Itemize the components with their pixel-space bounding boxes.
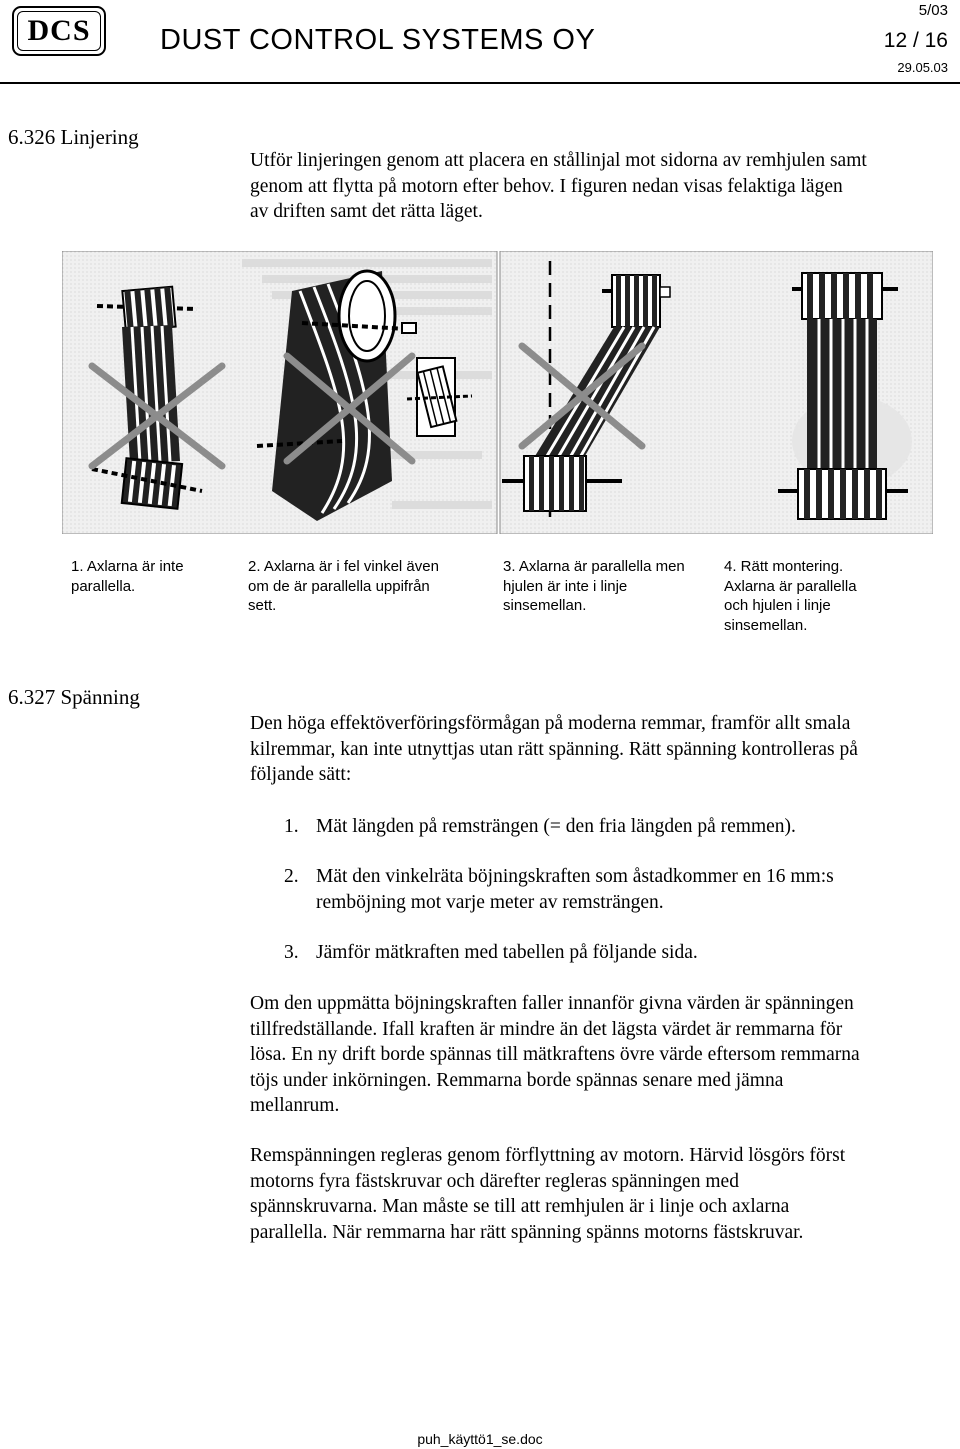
text-line: mellanrum. [250,1095,340,1116]
text-line: Den höga effektöverföringsförmågan på moderna remmar, framför allt smala [250,713,851,734]
text-line: Remspänningen regleras genom förflyttning av motorn. Härvid lösgörs först [250,1145,846,1166]
spanning-paragraph-2 [250,991,950,1119]
header-rule [0,82,960,84]
footer-filename: puh_käyttö1_se.doc [417,1431,543,1447]
caption-4: 4. Rätt montering. Axlarna är parallella och hjulen i linje sinsemellan. [724,558,857,634]
linjering-paragraph [250,148,950,225]
text-line: töjs under inkörningen. Remmarna borde spännas senare med jämna [250,1069,784,1091]
company-name: DUST CONTROL SYSTEMS OY [160,24,596,56]
caption-3: 3. Axlarna är parallella men hjulen är inte i linje sinsemellan. [503,558,685,614]
section-title-linjering: 6.326 Linjering [8,125,139,149]
spanning-paragraph-3 [250,1143,950,1245]
text-line: lösa. En ny drift borde spännas till mätkraftens övre värde eftersom remmarna [250,1044,860,1065]
section-title-spanning: 6.327 Spänning [8,685,140,709]
alignment-figure [62,251,933,534]
text-line: av driften samt det rätta läget. [250,201,483,222]
step-number: 3. [284,942,299,963]
step-text: Mät den vinkelräta böjningskraften som åstadkommer en 16 mm:s remböjning mot varje meter av remsträngen. [316,866,834,913]
document-date: 29.05.03 [897,60,948,75]
text-line: genom att flytta på motorn efter behov. I figuren nedan visas felaktiga lägen [250,175,843,197]
caption-1: 1. Axlarna är inte parallella. [71,558,184,595]
step-number: 2. [284,866,299,887]
spanning-intro [250,711,950,788]
document-code: 5/03 [918,2,948,19]
step-number: 1. [284,816,299,837]
text-line: motorns fyra fästskruvar och därefter regleras spänningen med [250,1170,739,1192]
step-text: Mät längden på remsträngen (= den fria längden på remmen). [316,816,796,837]
text-line: Om den uppmätta böjningskraften faller innanför givna värden är spänningen [250,993,854,1014]
text-line: följande sätt: [250,764,352,785]
step-text: Jämför mätkraften med tabellen på följande sida. [316,942,698,963]
text-line: kilremmar, kan inte utnyttjas utan rätt spänning. Rätt spänning kontrolleras på [250,738,858,760]
caption-2: 2. Axlarna är i fel vinkel även om de är parallella uppifrån sett. [248,558,439,614]
text-line: tillfredställande. Ifall kraften är mindre än det lägsta värdet är remmarna för [250,1018,843,1040]
text-line: spännskruvarna. Man måste se till att remhjulen är i linje och axlarna [250,1196,790,1217]
text-line: parallella. När remmarna har rätt spänning spänns motorns fästskruvar. [250,1221,804,1243]
logo-text: DCS [17,11,101,51]
page-number: 12 / 16 [883,29,948,52]
text-line: Utför linjeringen genom att placera en stållinjal mot sidorna av remhjulen samt [250,150,867,171]
company-logo [12,6,106,56]
